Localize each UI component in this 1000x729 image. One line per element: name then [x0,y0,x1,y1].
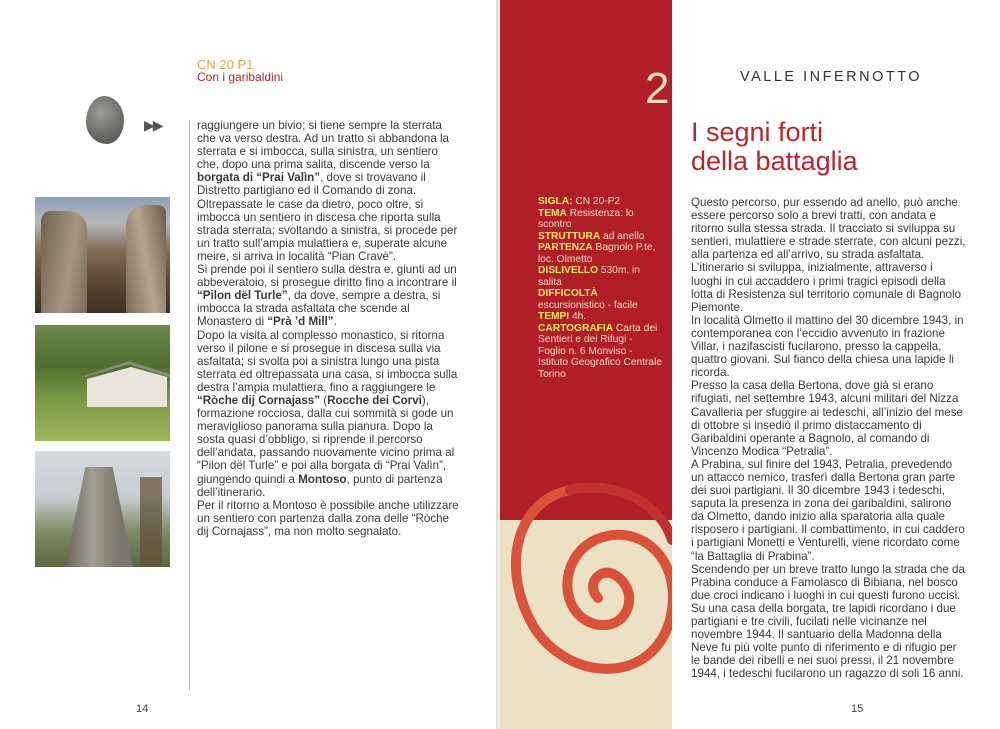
text-run: , dove si trovavano il Distretto partigiano ed il Comando di zona. Oltrepassate le case da dietro, poco oltre, si imbocca un sentiero in discesa che riporta sulla strada sterrata; svoltando a sinistra, si procede per un tratto sull’ampia mulattiera e, superate alcune meire, si arriva in località “Pian Cravè”. [197,171,458,263]
page-number-right: 15 [851,703,864,715]
route-code: CN 20 P1 [197,57,254,72]
text-run: ( [320,393,328,407]
column-divider [189,120,190,690]
info-value: 530m. in salita [538,265,640,288]
left-paragraph [197,119,459,263]
place-name: “Ròche dij Cornajass” [197,393,321,407]
info-row [538,231,662,243]
place-name: “Pilon dël Turle” [197,289,288,303]
right-body-text [691,196,966,680]
info-key: STRUTTURA [538,230,601,242]
photo-monumento [35,451,170,567]
right-paragraph: In località Olmetto il mattino del 30 dicembre 1943, in contemporanea con l’eccidio avvenuto in frazione Villar, i nazifascisti fucilarono, presso la cappella, quattro giovani. Sul fianco della chiesa una lapide li ricorda. [691,313,964,380]
section-title: VALLE INFERNOTTO [740,69,923,85]
info-value: ad anello [600,230,645,242]
info-key: DIFFICOLTÀ [538,288,598,299]
info-row [538,265,662,288]
route-subtitle: Con i garibaldini [197,70,284,84]
text-run: ), formazione rocciosa, dalla cui sommità si gode un meraviglioso panorama sulla pianura. Dopo la sosta quasi d’obbligo, si riprende il percorso dell’andata, passando nuovamente vicino prima al “Pilon dël Turle” e poi alla borgata di “Prai Valìn”, giungendo quindi a [197,393,455,486]
info-row [538,323,662,381]
chapter-number: 2 [645,64,670,113]
info-row [538,288,662,311]
place-name: borgata di “Prai Valìn” [197,171,321,185]
photo-roche-dij-cornajass [35,197,170,313]
title-line-1: I segni forti [691,117,824,147]
place-name: “Prà ’d Mill” [267,315,334,329]
left-body-text [197,119,459,538]
info-key: CARTOGRAFIA [538,322,614,334]
info-key: TEMA [538,207,567,219]
right-paragraph: Presso la casa della Bertona, dove già si erano rifugiati, nel settembre 1943, alcuni militari del Nizza Cavalleria per sfuggire ai tedeschi, all’inizio del mese di ottobre si insediò il primo distaccamento di Garibaldini operante a Bagnolo, al comando di Vincenzo Modica “Petralia”. [691,379,963,458]
page-title [691,118,858,176]
text-run: , da dove, sempre a destra, si imbocca la strada asfaltata che scende al Monastero di [197,289,441,329]
info-key: SIGLA: [538,196,573,207]
info-row [538,196,662,208]
right-paragraph: A Prabina, sul finire del 1943, Petralia, prevedendo un attacco nemico, trasferì dalla Bertona gran parte dei suoi partigiani. Il 30 dicembre 1943 i tedeschi, saputa la presenza in zona dei garibaldini, salirono da Olmetto, dando inizio alla sparatoria alla quale risposero i partigiani. Il combattimento, in cui caddero i partigiani Monetti e Venturelli, viene ricordato come “la Battaglia di Prabina”. [691,457,965,563]
info-value: 4h. [569,311,587,322]
photo-monastero [35,325,170,441]
text-run: . [333,315,337,329]
route-info-box [538,196,662,380]
info-value: Carta dei Sentieri e dei Rifugi - Foglio n. 6 Monviso - Istituto Geografico Centrale Torino [538,322,663,380]
text-run: Per il ritorno a Montoso è possibile anche utilizzare un sentiero con partenza dalla zona delle “Ròche dij Cornajass”, ma non molto segnalato. [197,498,459,538]
text-run: Si prende poi il sentiero sulla destra e, giunti ad un abbeveratoio, si prosegue diritto fino a incontrare il [197,263,457,290]
left-paragraph [197,263,459,328]
right-paragraph: L’itinerario si sviluppa, inizialmente, attraverso i luoghi in cui accaddero i primi tragici episodi della lotta di Resistenza sul territorio comunale di Bagnolo Piemonte. [691,261,962,314]
info-key: TEMPI [538,311,570,322]
text-run: raggiungere un bivio; si tiene sempre la sterrata che va verso destra. Ad un tratto si abbandona la sterrata e si imbocca, sulla sinistra, un sentiero che, dopo una prima salita, discende verso la [197,119,450,172]
text-run: Dopo la visita al complesso monastico, si ritorna verso il pilone e si prosegue in discesa sulla via asfaltata; si svolta poi a sinistra lungo una pista sterrata ed oltrepassata una casa, si imbocca sulla destra l’ampia mulattiera, fino a raggiungere le [197,328,458,394]
double-arrow-icon: ▶▶ [144,117,162,133]
info-row [538,208,662,231]
info-key: DISLIVELLO [538,265,598,276]
left-paragraph [197,329,459,499]
info-value: CN 20-P2 [572,196,621,207]
info-value: Bagnolo P.te, loc. Olmetto [538,242,656,265]
page-number-left: 14 [136,703,149,715]
text-run: , punto di partenza dell’itinerario. [197,472,443,499]
stone-icon [86,96,124,144]
info-value: escursionistico - facile [538,299,638,311]
info-value: Resistenza: lo scontro [538,207,634,230]
place-name: Montoso [298,472,347,486]
right-paragraph: Questo percorso, pur essendo ad anello, può anche essere percorso solo a brevi tratti, con andata e ritorno sulla stessa strada. Il tracciato si sviluppa su sentieri, mulattiere e strade sterrate, con alcuni pezzi, alla partenza ed all’arrivo, su strada asfaltata. [691,196,966,262]
info-row [538,311,662,323]
place-name: Rocche dei Corvi [327,393,422,407]
info-key: PARTENZA [538,242,593,253]
left-paragraph [197,499,459,538]
info-row [538,242,662,265]
right-paragraph: Scendendo per un breve tratto lungo la strada che da Prabina conduce a Famolasco di Bibiana, nel bosco due croci indicano i luoghi in cui questi furono uccisi. Su una casa della borgata, tre lapidi ricordano i due partigiani e tre civili, fucilati nelle vicinanze nel novembre 1944. Il santuario della Madonna della Neve fu più volte punto di riferimento e di rifugio per le bande dei ribelli e nei suoi pressi, il 21 novembre 1944, i tedeschi fucilarono un ragazzo di soli 16 anni. [691,562,965,681]
title-line-2: della battaglia [691,146,858,176]
